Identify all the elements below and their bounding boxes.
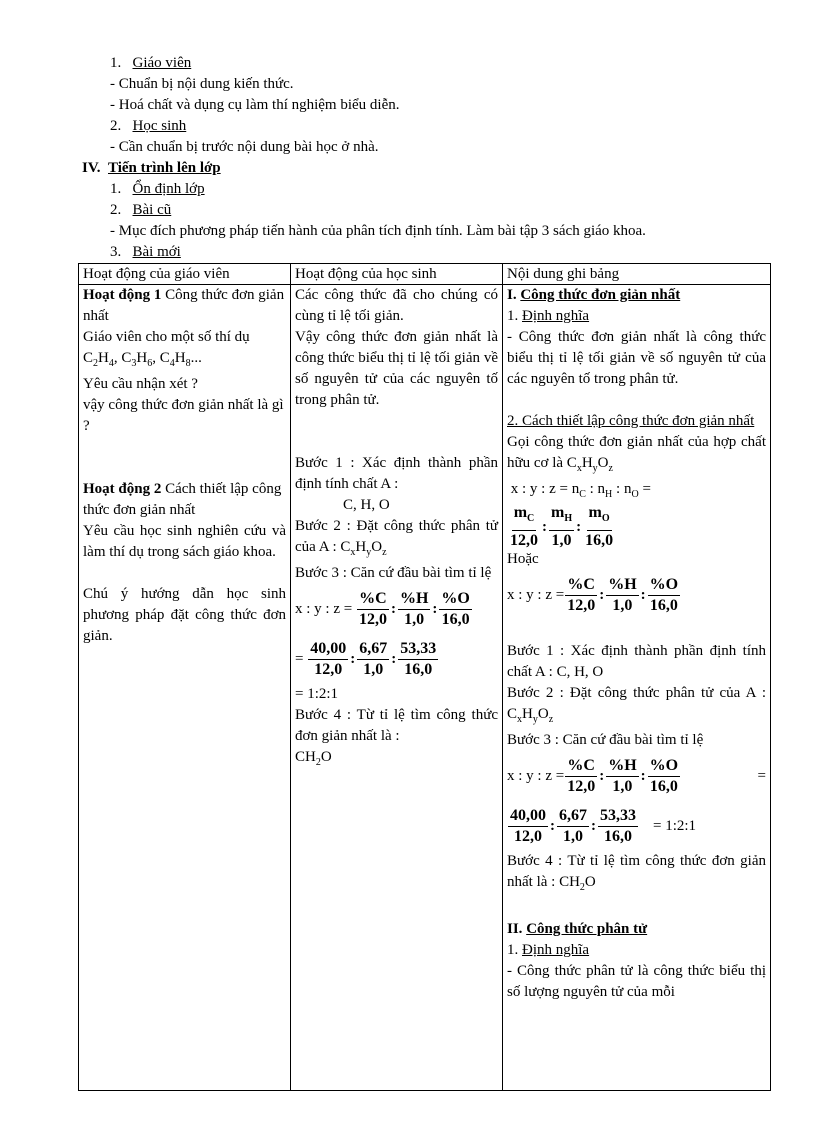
- equation-values: = $\frac{40,00}{12,0}$ : $\frac{6,67}{1,0}$ : $\frac{53,33}{16,0}$: [295, 639, 437, 678]
- fraction: $\frac{\%C}{12,0}$: [567, 756, 596, 795]
- fraction: $\frac{m_H}{1,0}$: [551, 504, 573, 549]
- fraction: $\frac{6,67}{1,0}$: [359, 639, 388, 678]
- list-item: - Cần chuẩn bị trước nội dung bài học ở nhà.: [110, 139, 379, 155]
- step-1: Bước 1 : Xác định thành phần định tính chất A :: [295, 455, 498, 492]
- fraction: $\frac{53,33}{16,0}$: [600, 806, 636, 845]
- list-item: 1. Ổn định lớp: [110, 181, 205, 197]
- fraction: $\frac{m_C}{12,0}$: [510, 504, 538, 549]
- header-content: Nội dung ghi bảng: [503, 264, 771, 285]
- fraction: $\frac{6,67}{1,0}$: [559, 806, 587, 845]
- board-column: [503, 285, 771, 1091]
- equation-values-board: $\frac{40,00}{12,0}$ : $\frac{6,67}{1,0}$ : $\frac{53,33}{16,0}$ = 1:2:1: [510, 806, 697, 845]
- list-item: - Hoá chất và dụng cụ làm thí nghiệm biểu diễn.: [110, 97, 400, 113]
- header-teacher: Hoạt động của giáo viên: [79, 264, 291, 285]
- list-item-teacher: 1. Giáo viên: [110, 55, 192, 71]
- equation-percent-board-2: x : y : z = $\frac{\%C}{12,0}$ : $\frac{\%H}{1,0}$ : $\frac{\%O}{16,0}$ =: [507, 756, 766, 795]
- section-1-title: I. Công thức đơn giản nhất: [507, 287, 681, 303]
- list-item-student: 2. Học sinh: [110, 118, 187, 134]
- teacher-line: Giáo viên cho một số thí dụ: [83, 329, 250, 345]
- step-1-elements: C, H, O: [343, 497, 390, 513]
- activity-1-text: Công thức đơn giản nhất: [83, 287, 285, 324]
- section-2-title: II. Công thức phân tử: [507, 921, 648, 937]
- header-student: Hoạt động của học sinh: [291, 264, 503, 285]
- result-formula: $CH_2O$: [295, 749, 332, 768]
- student-text: Vậy công thức đơn giản nhất là công thức biểu thị tỉ lệ tối giản về số nguyên tử của các nguyên tố trong phân tử.: [295, 329, 498, 408]
- equation-masses: $\frac{m_C}{12,0}$ : $\frac{m_H}{1,0}$ : $\frac{m_O}{16,0}$: [510, 504, 614, 549]
- formula-examples: $C_2H_4$, $C_3H_6$, $C_4H_8$...: [83, 350, 202, 369]
- fraction: $\frac{40,00}{12,0}$: [510, 806, 546, 845]
- list-item: - Chuẩn bị nội dung kiến thức.: [110, 76, 294, 92]
- definition-text-2: - Công thức phân tử là công thức biểu thị số lượng nguyên tử của mỗi: [507, 963, 766, 1000]
- step-2-board: Bước 2 : Đặt công thức phân tử của A : $C_xH_yO_z$: [507, 685, 766, 725]
- step-4: Bước 4 : Từ tỉ lệ tìm công thức đơn giản nhất là :: [295, 707, 498, 744]
- step-3: Bước 3 : Căn cứ đầu bài tìm tỉ lệ: [295, 565, 492, 581]
- equation-percent-board: x : y : z = $\frac{\%C}{12,0}$ : $\frac{\%H}{1,0}$ : $\frac{\%O}{16,0}$: [507, 575, 679, 614]
- general-formula: Gọi công thức đơn giản nhất của hợp chất hữu cơ là $C_xH_yO_z$: [507, 434, 766, 474]
- teacher-line: Yêu cầu nhận xét ?: [83, 376, 198, 392]
- list-item: 3. Bài mới: [110, 244, 181, 260]
- fraction: $\frac{\%H}{1,0}$: [608, 756, 637, 795]
- definition-text: - Công thức đơn giản nhất là công thức biểu thị tỉ lệ tối giản về số nguyên tử của các nguyên tố trong phân tử.: [507, 329, 766, 387]
- fraction: $\frac{\%O}{16,0}$: [649, 756, 679, 795]
- lesson-table: [78, 263, 771, 1091]
- activity-1-title: Hoạt động 1: [83, 287, 162, 303]
- section-heading-iv: IV. Tiến trình lên lớp: [82, 160, 221, 176]
- fraction: $\frac{m_O}{16,0}$: [585, 504, 614, 549]
- teacher-column: [79, 285, 291, 1091]
- fraction: $\frac{\%O}{16,0}$: [441, 589, 470, 628]
- step-2: Bước 2 : Đặt công thức phân tử của A : $C_xH_yO_z$: [295, 518, 498, 558]
- step-4-board: Bước 4 : Từ tỉ lệ tìm công thức đơn giản nhất là : $CH_2O$: [507, 853, 766, 893]
- fraction: $\frac{\%C}{12,0}$: [358, 589, 387, 628]
- teacher-line: Yêu cầu học sinh nghiên cứu và làm thí dụ trong sách giáo khoa.: [83, 523, 286, 560]
- fraction: $\frac{\%H}{1,0}$: [399, 589, 429, 628]
- step-3-board: Bước 3 : Căn cứ đầu bài tìm tỉ lệ: [507, 732, 704, 748]
- subsection-definition: 1. Định nghĩa: [507, 308, 590, 324]
- ratio-result: = 1:2:1: [295, 686, 339, 702]
- fraction: $\frac{\%C}{12,0}$: [567, 575, 596, 614]
- fraction: $\frac{40,00}{12,0}$: [310, 639, 347, 678]
- step-1-board: Bước 1 : Xác định thành phần định tính chất A : C, H, O: [507, 643, 766, 680]
- list-item: - Mục đích phương pháp tiến hành của phân tích định tính. Làm bài tập 3 sách giáo khoa.: [110, 223, 646, 239]
- activity-2-title: Hoạt động 2: [83, 481, 162, 497]
- subsection-method: 2. Cách thiết lập công thức đơn giản nhất: [507, 413, 755, 429]
- student-column: [291, 285, 503, 1091]
- equation-percent: x : y : z = $\frac{\%C}{12,0}$ : $\frac{\%H}{1,0}$ : $\frac{\%O}{16,0}$: [295, 589, 470, 628]
- fraction: $\frac{\%H}{1,0}$: [608, 575, 637, 614]
- activity-2-text: Cách thiết lập công thức đơn giản nhất: [83, 481, 282, 518]
- fraction: $\frac{\%O}{16,0}$: [649, 575, 679, 614]
- or-text: Hoặc: [507, 551, 539, 567]
- teacher-line: Chú ý hướng dẫn học sinh phương pháp đặt công thức đơn giản.: [83, 586, 286, 644]
- fraction: $\frac{53,33}{16,0}$: [400, 639, 437, 678]
- student-text: Các công thức đã cho chúng có cùng tỉ lệ tối giản.: [295, 287, 498, 324]
- list-item: 2. Bài cũ: [110, 202, 172, 218]
- mole-ratio: x : y : $z = n_C$ : $n_H$ : $n_O$ =: [507, 481, 651, 500]
- subsection-definition-2: 1. Định nghĩa: [507, 942, 590, 958]
- teacher-line: vậy công thức đơn giản nhất là gì ?: [83, 397, 284, 434]
